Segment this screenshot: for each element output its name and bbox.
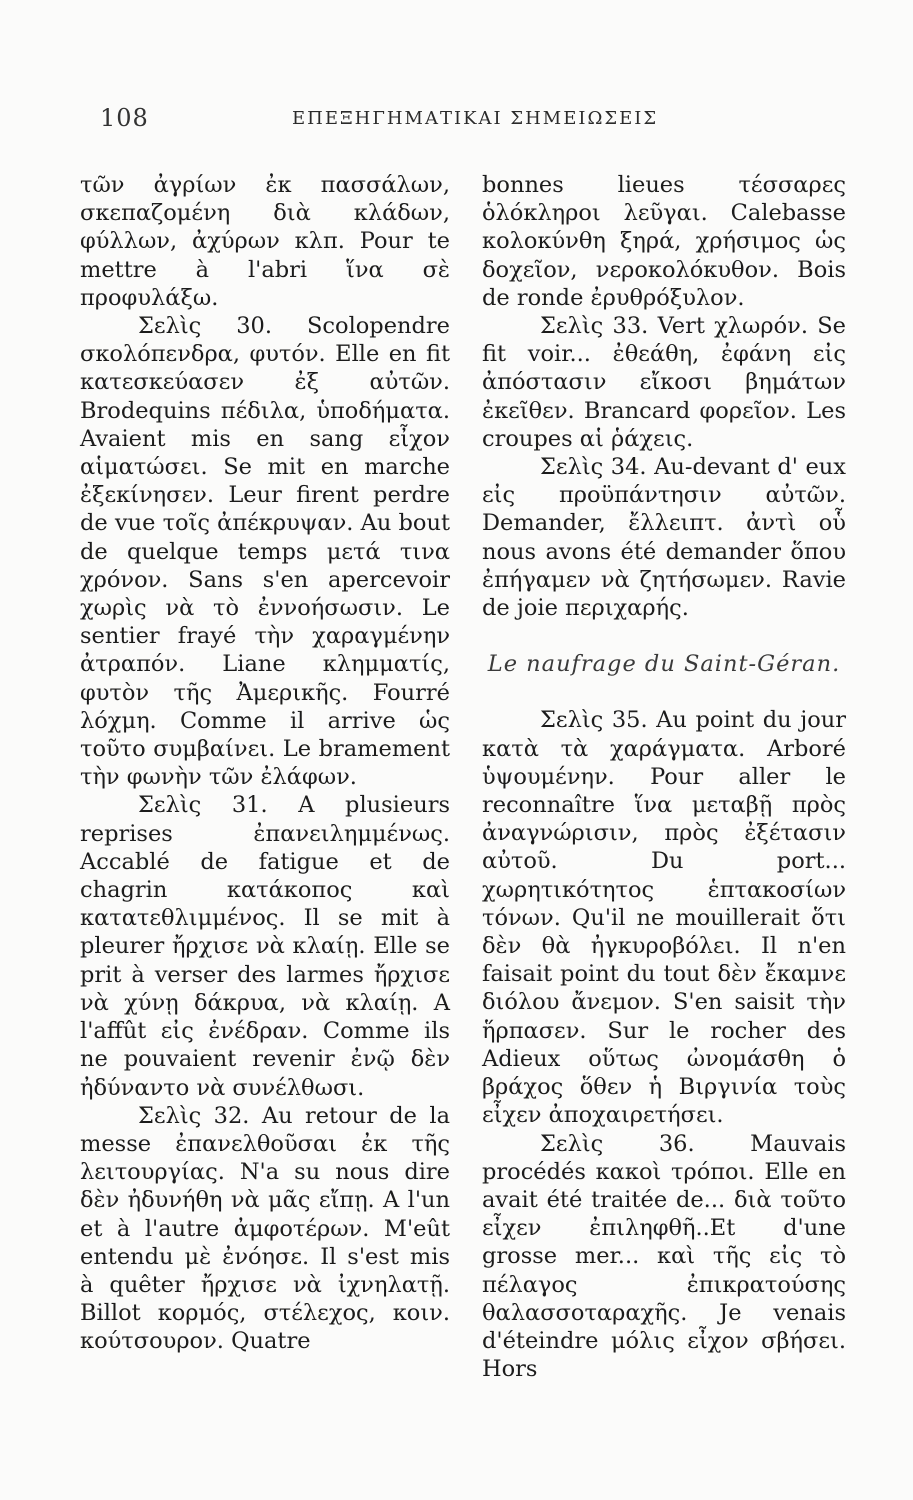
gloss-paragraph: bonnes lieues τέσσαρες ὁλόκληροι λεῦγαι. Calebasse κολοκύνθη ξηρά, χρήσιμος ὡς δοχεῖον, νεροκολόκυθον. Bois de ronde ἐρυθρόξυλον. (482, 172, 846, 311)
section-title: Le naufrage du Saint-Géran. (487, 651, 841, 678)
gloss-paragraph: Σελὶς 33. Vert χλωρόν. Se fit voir... ἐθεάθη, ἐφάνη εἰς ἀπόστασιν εἴκοσι βημάτων ἐκεῖθεν. Brancard φορεῖον. Les croupes αἱ ῥάχεις. (482, 313, 846, 452)
gloss-paragraph: Σελὶς 36. Mauvais procédés κακοὶ τρόποι. Elle en avait été traitée de... διὰ τοῦτο εἶχεν ἐπιληφθῆ..Et d'une grosse mer... καὶ τῆς εἰς τὸ πέλαγος ἐπικρατούσης θαλασσοταραχῆς. Je venais d'éteindre μόλις εἶχον σβήσει. Hors (482, 1130, 846, 1383)
gloss-paragraph: Σελὶς 30. Scolopendre σκολόπενδρα, φυτόν. Elle en fit κατεσκεύασεν ἐξ αὐτῶν. Brodequins πέδιλα, ὑποδήματα. Avaient mis en sang εἶχον αἱματώσει. Se mit en marche ἐξεκίνησεν. Leur firent perdre de vue τοῖς ἀπέκρυψαν. Au bout de quelque temps μετά τινα χρόνον. Sans s'en apercevoir χωρὶς νὰ τὸ ἐννοήσωσιν. Le sentier frayé τὴν χαραγμένην ἀτραπόν. Liane κλημματίς, φυτὸν τῆς Ἀμερικῆς. Fourré λόχμη. Comme il arrive ὡς τοῦτο συμβαίνει. Le bramement τὴν φωνὴν τῶν ἐλάφων. (80, 313, 450, 791)
gloss-paragraph: Σελὶς 34. Au-devant d' eux εἰς προϋπάντησιν αὐτῶν. Demander, ἔλλειπτ. ἀντὶ οὗ nous avons été demander ὅπου ἐπήγαμεν νὰ ζητήσωμεν. Ravie de joie περιχαρής. (482, 454, 846, 622)
spacer (482, 622, 846, 650)
spacer (482, 678, 846, 706)
gloss-paragraph: Σελὶς 32. Au retour de la messe ἐπανελθοῦσαι ἐκ τῆς λειτουργίας. N'a su nous dire δὲν ἠδυνήθη νὰ μᾶς εἴπῃ. A l'un et à l'autre ἀμφοτέρων. M'eût entendu μὲ ἐνόησε. Il s'est mis à quêter ἤρχισε νὰ ἰχνηλατῇ. Billot κορμός, στέλεχος, κοιν. κούτσουρον. Quatre (80, 1102, 450, 1355)
gloss-paragraph: τῶν ἀγρίων ἐκ πασσάλων, σκεπαζομένη διὰ κλάδων, φύλλων, ἀχύρων κλπ. Pour te mettre à l'abri ἵνα σὲ προφυλάξω. (80, 172, 450, 311)
page-number: 108 (100, 104, 149, 132)
left-column (80, 171, 450, 1356)
right-column (482, 171, 846, 1383)
gloss-paragraph: Σελὶς 35. Au point du jour κατὰ τὰ χαράγματα. Arboré ὑψουμένην. Pour aller le reconnaître ἵνα μεταβῇ πρὸς ἀναγνώρισιν, πρὸς ἐξέτασιν αὐτοῦ. Du port... χωρητικότητος ἑπτακοσίων τόνων. Qu'il ne mouillerait ὅτι δὲν θὰ ἠγκυροβόλει. Il n'en faisait point du tout δὲν ἔκαμνε διόλου ἄνεμον. S'en saisit τὴν ἥρπασεν. Sur le rocher des Adieux οὕτως ὠνομάσθη ὁ βράχος ὅθεν ἡ Βιργινία τοὺς εἶχεν ἀποχαιρετήσει. (482, 707, 846, 1129)
running-head: ΕΠΕΞΗΓΗΜΑΤΙΚΑΙ ΣΗΜΕΙΩΣΕΙΣ (292, 108, 659, 129)
page-header (0, 96, 913, 136)
gloss-paragraph: Σελὶς 31. A plusieurs reprises ἐπανειλημμένως. Accablé de fatigue et de chagrin κατάκοπος καὶ κατατεθλιμμένος. Il se mit à pleurer ἤρχισε νὰ κλαίῃ. Elle se prit à verser des larmes ἤρχισε νὰ χύνῃ δάκρυα, νὰ κλαίῃ. A l'affût εἰς ἐνέδραν. Comme ils ne pouvaient revenir ἐνῷ δὲν ἠδύναντο νὰ συνέλθωσι. (80, 792, 450, 1101)
